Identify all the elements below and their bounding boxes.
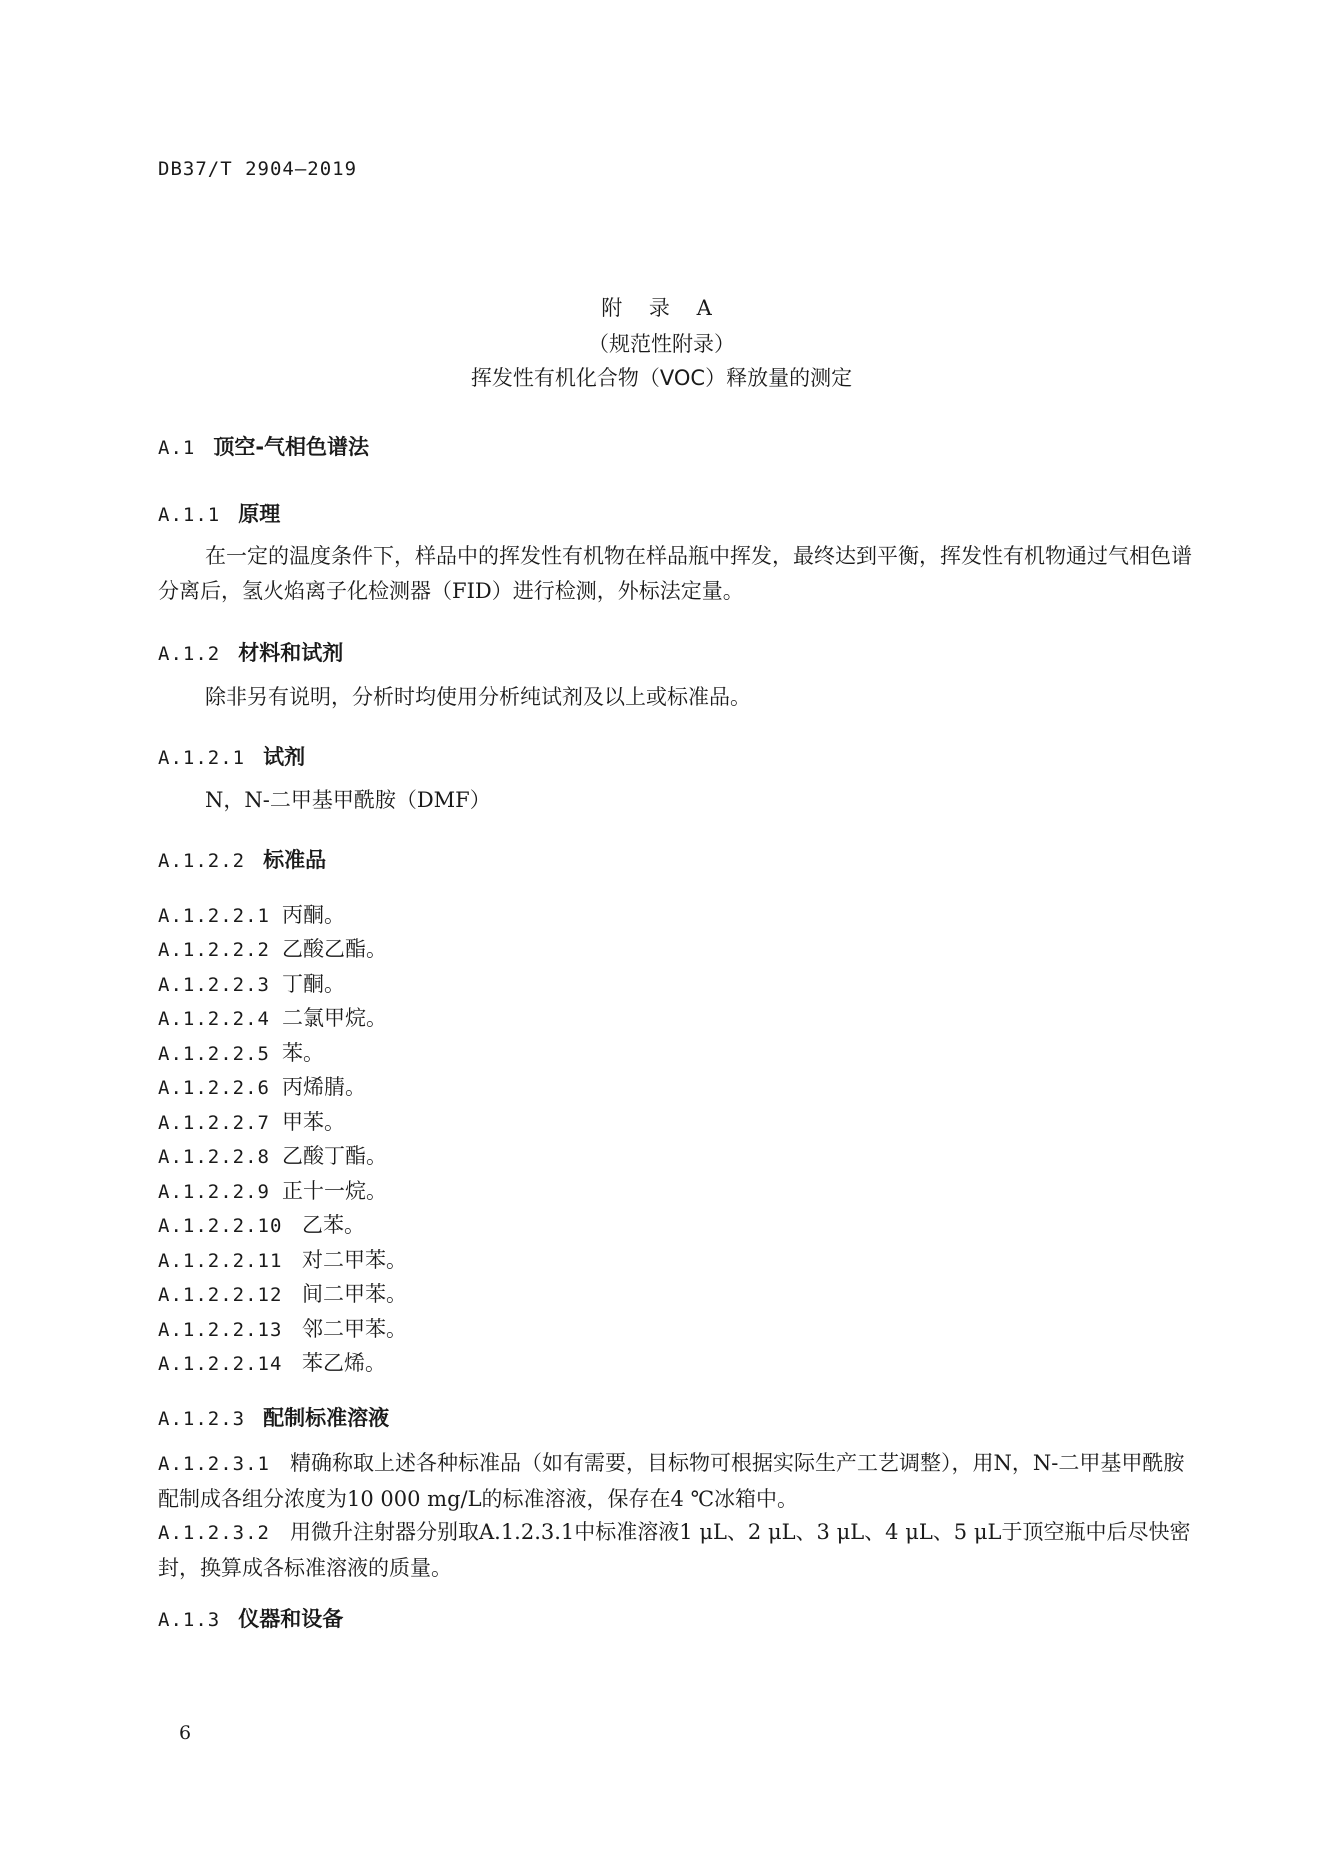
section-heading-a122 — [158, 844, 326, 874]
standard-item — [158, 1140, 387, 1170]
page-number: 6 — [179, 1722, 192, 1744]
standard-item — [158, 1037, 324, 1067]
clause-text: 精确称取上述各种标准品（如有需要，目标物可根据实际生产工艺调整），用N，N-二甲基甲酰胺配制成各组分浓度为10 000 mg/L的标准溶液，保存在4 ℃冰箱中。 — [158, 1451, 1185, 1511]
section-number: A.1.2.3 — [158, 1408, 246, 1430]
materials-paragraph: 除非另有说明，分析时均使用分析纯试剂及以上或标准品。 — [205, 685, 751, 709]
clause-a1231 — [158, 1446, 1194, 1517]
standard-item — [158, 1313, 407, 1343]
section-heading-a13 — [158, 1603, 343, 1633]
document-code: DB37/T 2904—2019 — [158, 158, 358, 180]
standard-item — [158, 1347, 386, 1377]
standard-item — [158, 1278, 407, 1308]
principle-paragraph: 在一定的温度条件下，样品中的挥发性有机物在样品瓶中挥发，最终达到平衡，挥发性有机物通过气相色谱分离后，氢火焰离子化检测器（FID）进行检测，外标法定量。 — [158, 544, 1192, 603]
item-text: 间二甲苯。 — [302, 1282, 407, 1306]
standard-item — [158, 1244, 407, 1274]
section-title: 材料和试剂 — [238, 641, 344, 665]
standard-item — [158, 1175, 387, 1205]
section-heading-a1 — [158, 431, 369, 461]
clause-text: 用微升注射器分别取A.1.2.3.1中标准溶液1 μL、2 μL、3 μL、4 μL、5 μL于顶空瓶中后尽快密封，换算成各标准溶液的质量。 — [158, 1520, 1191, 1580]
item-text: 二氯甲烷。 — [282, 1006, 387, 1030]
section-title: 顶空-气相色谱法 — [213, 435, 370, 459]
clause-number: A.1.2.3.1 — [158, 1453, 270, 1475]
clause-a1232 — [158, 1515, 1194, 1586]
item-number: A.1.2.2.4 — [158, 1008, 270, 1030]
item-number: A.1.2.2.12 — [158, 1284, 283, 1306]
appendix-title: 挥发性有机化合物（VOC）释放量的测定 — [470, 366, 853, 390]
item-number: A.1.2.2.1 — [158, 905, 270, 927]
item-text: 正十一烷。 — [282, 1179, 387, 1203]
item-number: A.1.2.2.7 — [158, 1112, 270, 1134]
standard-item — [158, 899, 345, 929]
section-title: 原理 — [238, 502, 281, 526]
section-title: 标准品 — [263, 848, 327, 872]
standard-item — [158, 1209, 365, 1239]
item-text: 苯乙烯。 — [302, 1351, 386, 1375]
item-number: A.1.2.2.14 — [158, 1353, 283, 1375]
item-number: A.1.2.2.6 — [158, 1077, 270, 1099]
item-text: 乙酸乙酯。 — [282, 937, 387, 961]
item-number: A.1.2.2.10 — [158, 1215, 283, 1237]
item-number: A.1.2.2.8 — [158, 1146, 270, 1168]
section-title: 仪器和设备 — [238, 1607, 344, 1631]
clause-number: A.1.2.3.2 — [158, 1522, 270, 1544]
section-number: A.1.2.2 — [158, 850, 246, 872]
item-text: 对二甲苯。 — [302, 1248, 407, 1272]
section-number: A.1 — [158, 437, 196, 459]
section-heading-a11 — [158, 498, 280, 528]
standard-item — [158, 1106, 345, 1136]
standard-item — [158, 1002, 387, 1032]
section-title: 配制标准溶液 — [263, 1406, 390, 1430]
item-number: A.1.2.2.3 — [158, 974, 270, 996]
appendix-label: 附 录 A — [601, 296, 722, 320]
item-number: A.1.2.2.2 — [158, 939, 270, 961]
item-number: A.1.2.2.9 — [158, 1181, 270, 1203]
item-text: 乙苯。 — [302, 1213, 365, 1237]
item-text: 丙烯腈。 — [282, 1075, 366, 1099]
item-text: 甲苯。 — [282, 1110, 345, 1134]
item-number: A.1.2.2.13 — [158, 1319, 283, 1341]
section-number: A.1.1 — [158, 504, 221, 526]
section-heading-a121 — [158, 741, 305, 771]
item-text: 丙酮。 — [282, 903, 345, 927]
item-text: 乙酸丁酯。 — [282, 1144, 387, 1168]
appendix-type: （规范性附录） — [588, 332, 735, 356]
section-number: A.1.2 — [158, 643, 221, 665]
section-title: 试剂 — [263, 745, 306, 769]
standard-item — [158, 933, 387, 963]
section-heading-a12 — [158, 637, 343, 667]
section-heading-a123 — [158, 1402, 389, 1432]
reagent-paragraph: N，N-二甲基甲酰胺（DMF） — [205, 788, 491, 812]
section-number: A.1.2.1 — [158, 747, 246, 769]
item-number: A.1.2.2.5 — [158, 1043, 270, 1065]
standard-item — [158, 1071, 366, 1101]
standard-item — [158, 968, 345, 998]
item-text: 丁酮。 — [282, 972, 345, 996]
item-text: 苯。 — [282, 1041, 324, 1065]
item-number: A.1.2.2.11 — [158, 1250, 283, 1272]
item-text: 邻二甲苯。 — [302, 1317, 407, 1341]
section-number: A.1.3 — [158, 1609, 221, 1631]
